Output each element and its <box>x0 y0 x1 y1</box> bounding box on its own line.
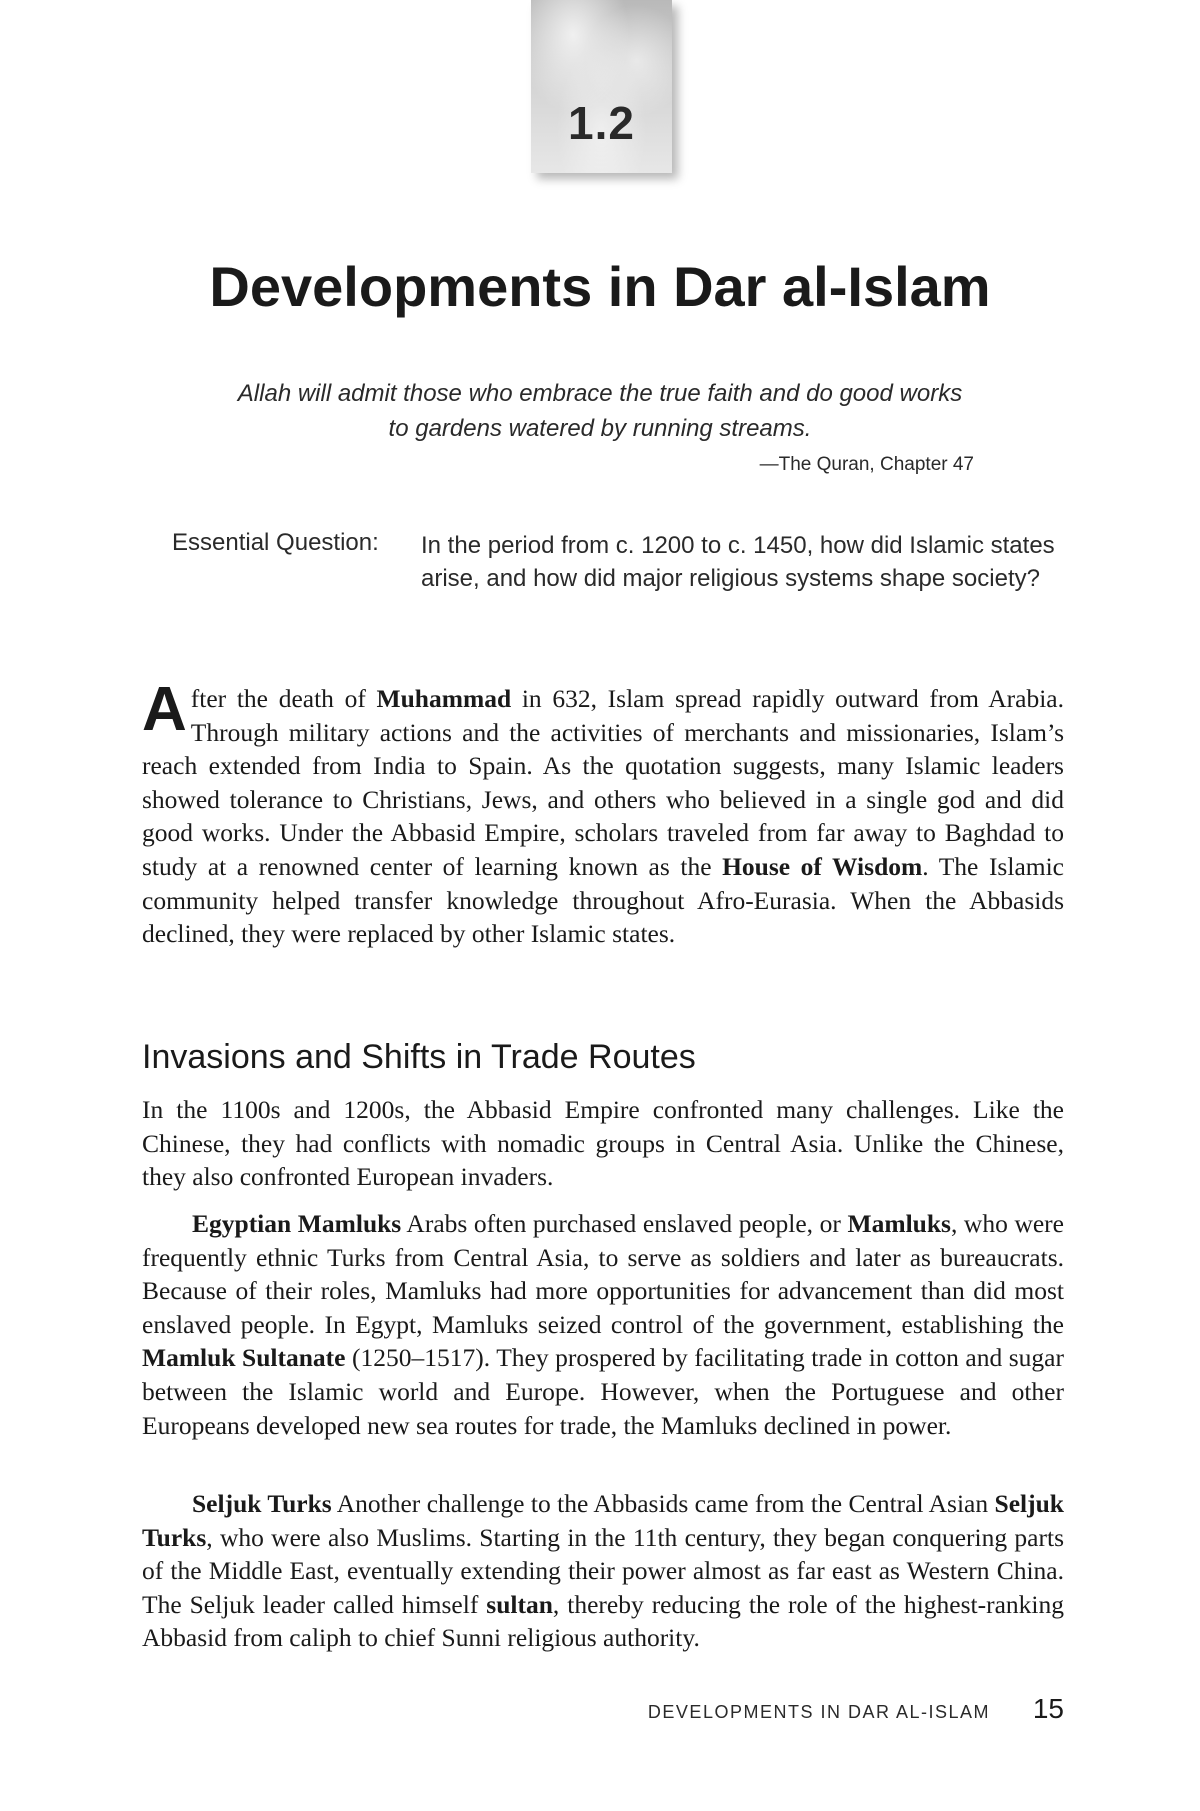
section-heading: Invasions and Shifts in Trade Routes <box>142 1038 696 1076</box>
mamluks-text-2: , who were frequently ethnic Turks from Central Asia, to serve as soldiers and later as bureaucrats. Because of their roles, Mamluks had more opportunities for advancement than did most enslaved people. In Egypt, Mamluks seized control of the government, establishing the <box>142 1209 1064 1339</box>
intro-text-2: in 632, Islam spread rapidly outward from Arabia. Through military actions and the activities of merchants and missionaries, Islam’s reach extended from India to Spain. As the quotation suggests, many Islamic leaders showed tolerance to Christians, Jews, and others who believed in a single god and did good works. Under the Abbasid Empire, scholars traveled from far away to Baghdad to study at a renowned center of learning known as the <box>142 684 1064 881</box>
key-term-sultan: sultan <box>486 1589 553 1619</box>
key-term-seljuk-turks: Seljuk Turks <box>142 1489 1064 1552</box>
essential-question-text: In the period from c. 1200 to c. 1450, how did Islamic states arise, and how did major religious systems shape society? <box>421 532 1055 592</box>
run-in-head-seljuks: Seljuk Turks <box>192 1489 332 1518</box>
key-term-mamluk-sultanate: Mamluk Sultanate <box>142 1343 346 1373</box>
intro-text-3: . The Islamic community helped transfer knowledge throughout Afro-Eurasia. When the Abbasids declined, they were replaced by other Islamic states. <box>142 851 1065 949</box>
running-footer: DEVELOPMENTS IN DAR AL-ISLAM <box>647 1702 990 1722</box>
seljuks-text-1: Another challenge to the Abbasids came from the Central Asian <box>331 1489 995 1518</box>
key-term-house-of-wisdom: House of Wisdom <box>722 851 923 881</box>
mamluks-text-1: Arabs often purchased enslaved people, or <box>401 1209 848 1238</box>
essential-question-label: Essential Question: <box>172 529 379 556</box>
epigraph-attribution: —The Quran, Chapter 47 <box>759 454 974 475</box>
intro-text-1: fter the death of <box>190 684 377 713</box>
epigraph-line-2: to gardens watered by running streams. <box>388 415 812 442</box>
section-paragraph-1: In the 1100s and 1200s, the Abbasid Empire confronted many challenges. Like the Chinese, they had conflicts with nomadic groups in Central Asia. Unlike the Chinese, they also confronted European invaders. <box>142 1095 1064 1192</box>
epigraph-quote <box>180 376 1020 446</box>
run-in-head-mamluks: Egyptian Mamluks <box>192 1209 402 1238</box>
seljuks-text-2: , who were also Muslims. Starting in the 11th century, they began conquering parts of the Middle East, eventually extending their power almost as far east as Western China. The Seljuk leader called himself <box>142 1522 1064 1619</box>
mamluks-text-3: (1250–1517). They prospered by facilitating trade in cotton and sugar between the Islamic world and Europe. However, when the Portuguese and other Europeans developed new sea routes for trade, the Mamluks declined in power. <box>142 1343 1064 1440</box>
seljuks-text-3: , thereby reducing the role of the highest-ranking Abbasid from caliph to chief Sunni religious authority. <box>142 1589 1064 1653</box>
section-paragraph-mamluks <box>142 1207 1064 1442</box>
drop-cap: A <box>142 675 187 744</box>
key-term-mamluks: Mamluks <box>847 1209 951 1238</box>
key-term-muhammad: Muhammad <box>376 684 512 713</box>
section-number: 1.2 <box>568 97 635 149</box>
chapter-title: Developments in Dar al-Islam <box>209 255 991 318</box>
page-number: 15 <box>1032 1693 1064 1724</box>
section-paragraph-seljuks <box>142 1487 1064 1655</box>
epigraph-line-1: Allah will admit those who embrace the true faith and do good works <box>237 380 963 407</box>
section-number-tab <box>531 0 672 173</box>
intro-paragraph <box>142 675 1065 951</box>
